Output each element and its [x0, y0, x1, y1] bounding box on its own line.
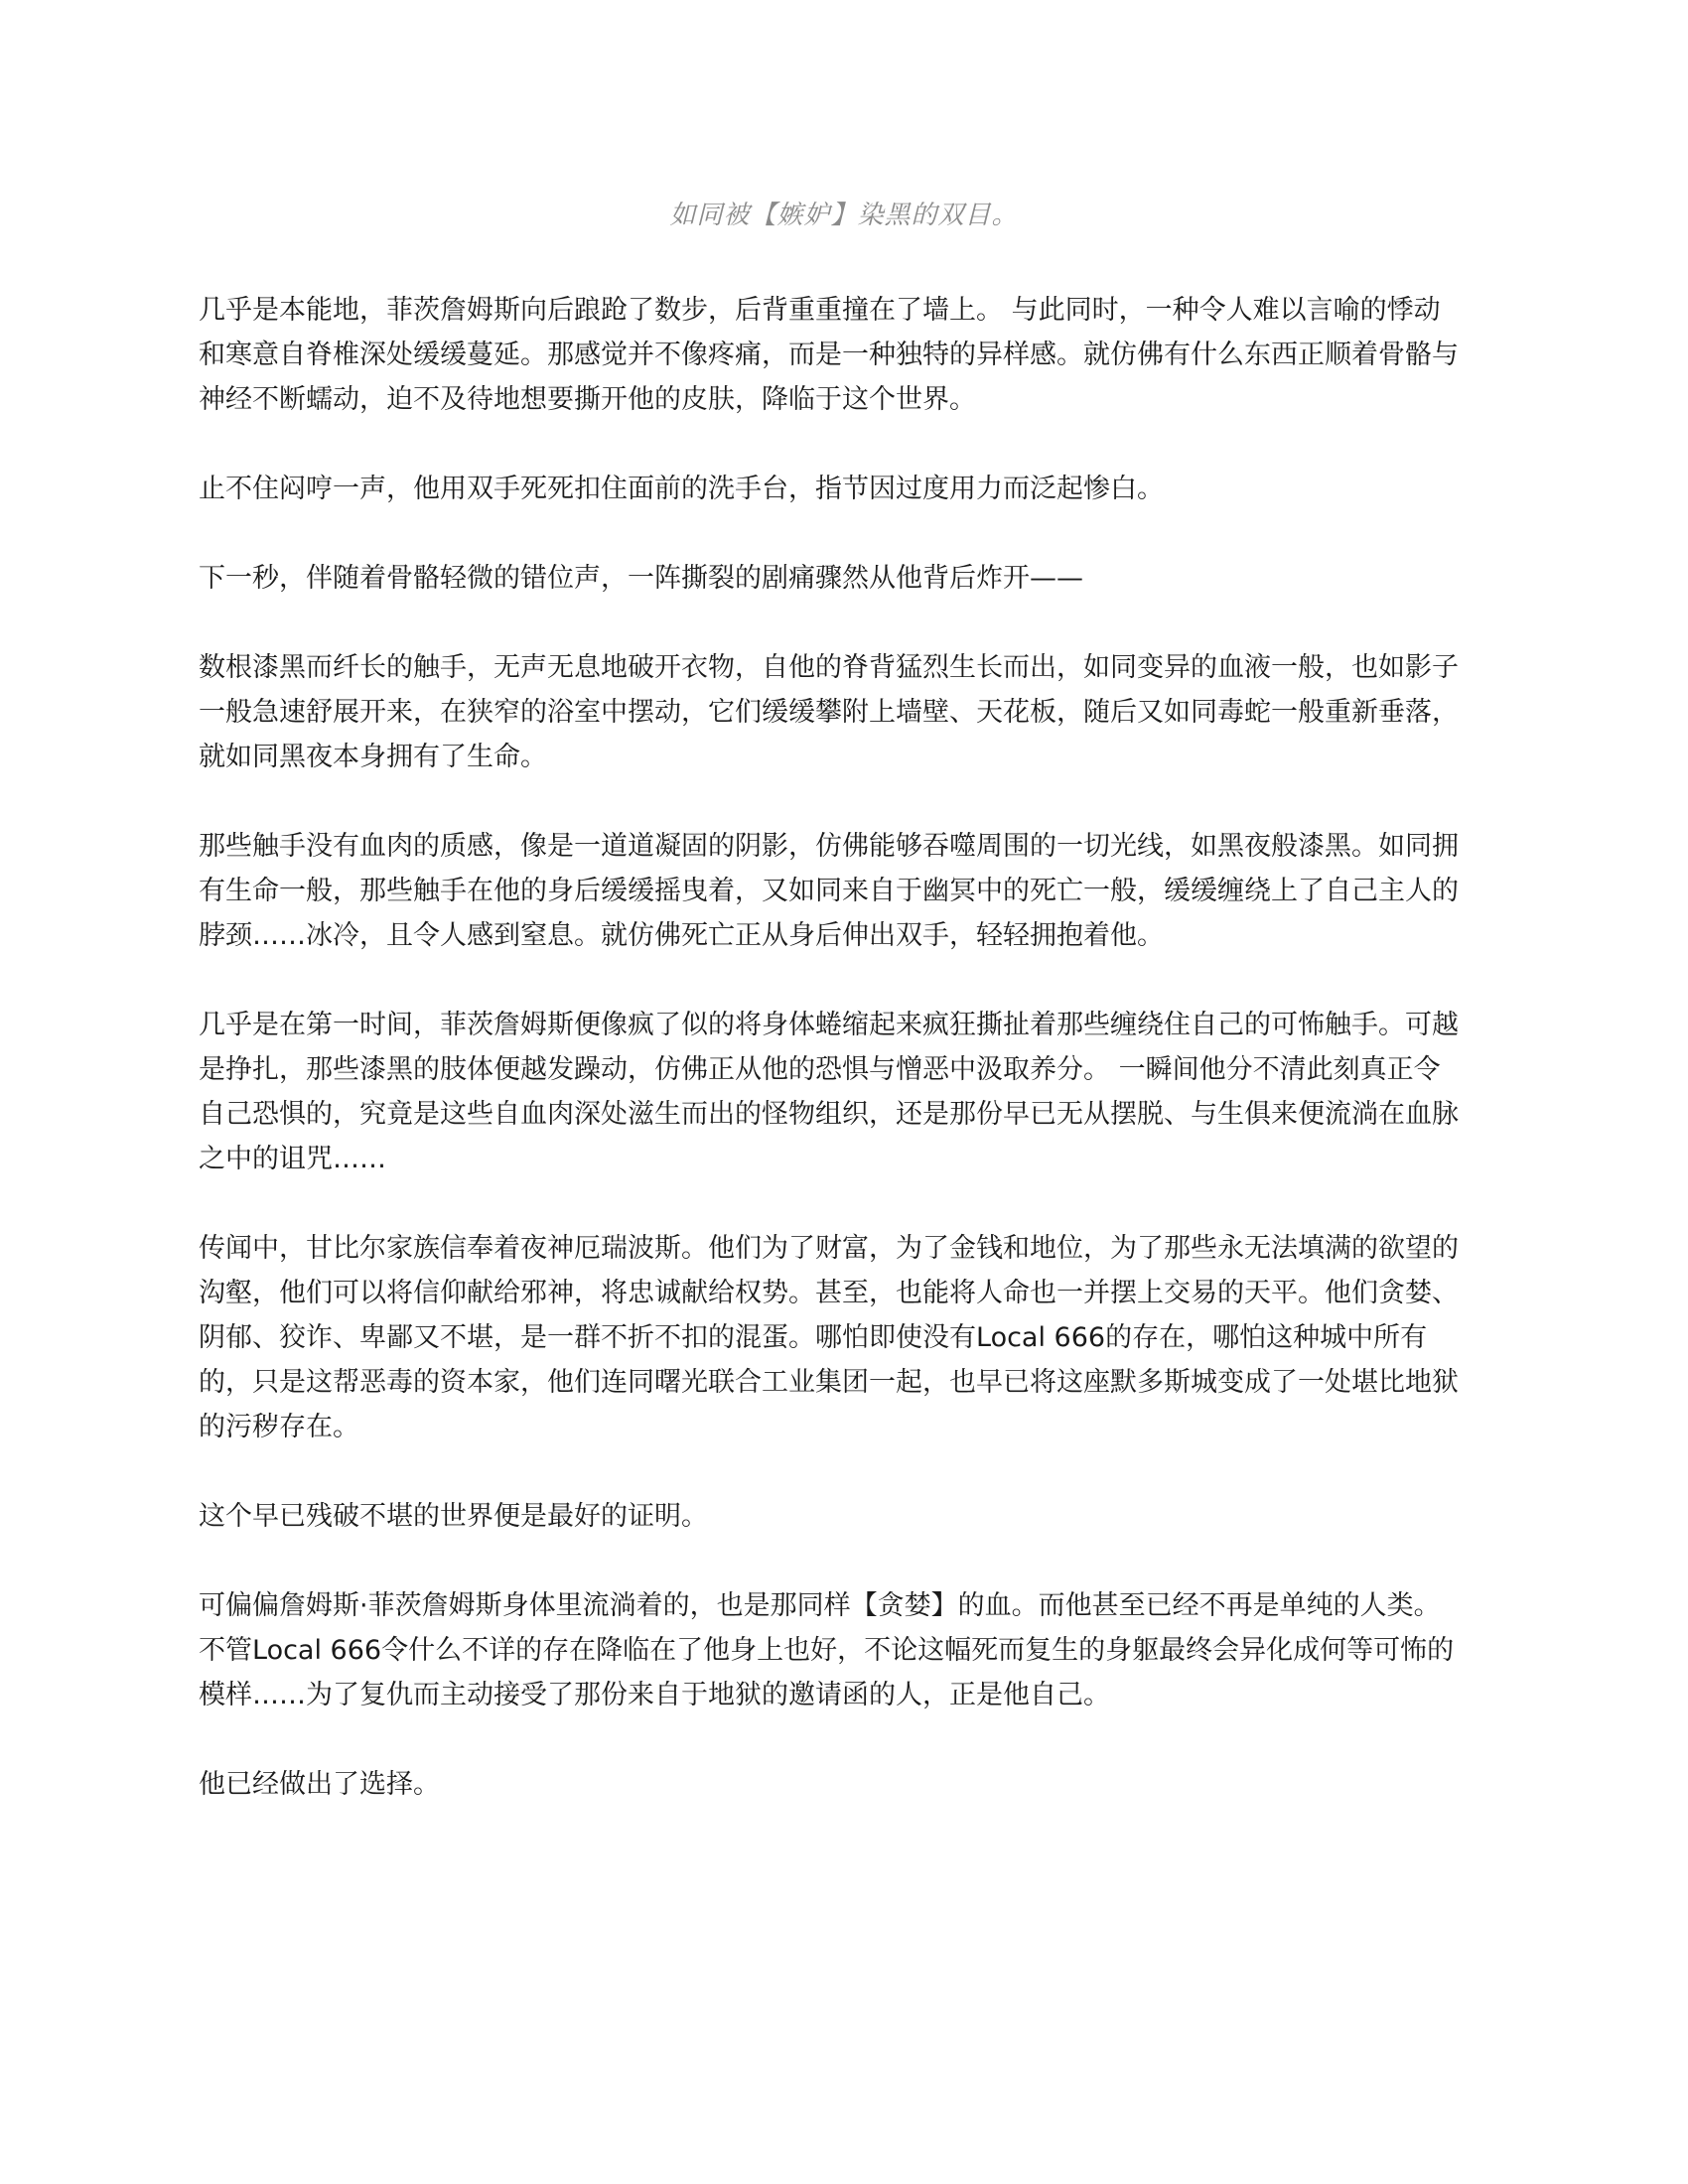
paragraph-9: 可偏偏詹姆斯·菲茨詹姆斯身体里流淌着的，也是那同样【贪婪】的血。而他甚至已经不再是单纯的人类。不管Local 666令什么不详的存在降临在了他身上也好，不论这幅死而复生的身躯最终会异化成何等可怖的模样……为了复仇而主动接受了那份来自于地狱的邀请函的人，正是他自己。 [199, 1590, 1455, 1710]
paragraph-10: 他已经做出了选择。 [199, 1769, 440, 1800]
paragraph-2: 止不住闷哼一声，他用双手死死扣住面前的洗手台，指节因过度用力而泛起惨白。 [199, 474, 1164, 504]
paragraph-4: 数根漆黑而纤长的触手，无声无息地破开衣物，自他的脊背猛烈生长而出，如同变异的血液一般，也如影子一般急速舒展开来，在狭窄的浴室中摆动，它们缓缓攀附上墙壁、天花板，随后又如同毒蛇一般重新垂落，就如同黑夜本身拥有了生命。 [199, 652, 1459, 772]
paragraph-6: 几乎是在第一时间，菲茨詹姆斯便像疯了似的将身体蜷缩起来疯狂撕扯着那些缠绕住自己的可怖触手。可越是挣扎，那些漆黑的肢体便越发躁动，仿佛正从他的恐惧与憎恶中汲取养分。 一瞬间他分不清此刻真正令自己恐惧的，究竟是这些自血肉深处滋生而出的怪物组织，还是那份早已无从摆脱、与生俱来便流淌在血脉之中的诅咒…… [199, 1010, 1459, 1174]
paragraph-5: 那些触手没有血肉的质感，像是一道道凝固的阴影，仿佛能够吞噬周围的一切光线，如黑夜般漆黑。如同拥有生命一般，那些触手在他的身后缓缓摇曳着，又如同来自于幽冥中的死亡一般，缓缓缠绕上了自己主人的脖颈……冰冷，且令人感到窒息。就仿佛死亡正从身后伸出双手，轻轻拥抱着他。 [199, 831, 1459, 951]
paragraph-3: 下一秒，伴随着骨骼轻微的错位声，一阵撕裂的剧痛骤然从他背后炸开—— [199, 563, 1083, 594]
chapter-heading: 如同被【嫉妒】染黑的双目。 [669, 201, 1019, 230]
paragraph-8: 这个早已残破不堪的世界便是最好的证明。 [199, 1501, 708, 1532]
paragraph-7: 传闻中，甘比尔家族信奉着夜神厄瑞波斯。他们为了财富，为了金钱和地位，为了那些永无法填满的欲望的沟壑，他们可以将信仰献给邪神，将忠诚献给权势。甚至，也能将人命也一并摆上交易的天平。他们贪婪、阴郁、狡诈、卑鄙又不堪，是一群不折不扣的混蛋。哪怕即使没有Local 666的存在，哪怕这种城中所有的，只是这帮恶毒的资本家，他们连同曙光联合工业集团一起，也早已将这座默多斯城变成了一处堪比地狱的污秽存在。 [199, 1233, 1459, 1442]
body-text [199, 288, 1465, 1851]
paragraph-1: 几乎是本能地，菲茨詹姆斯向后踉跄了数步，后背重重撞在了墙上。 与此同时，一种令人难以言喻的悸动和寒意自脊椎深处缓缓蔓延。那感觉并不像疼痛，而是一种独特的异样感。就仿佛有什么东西正顺着骨骼与神经不断蠕动，迫不及待地想要撕开他的皮肤，降临于这个世界。 [199, 295, 1459, 415]
